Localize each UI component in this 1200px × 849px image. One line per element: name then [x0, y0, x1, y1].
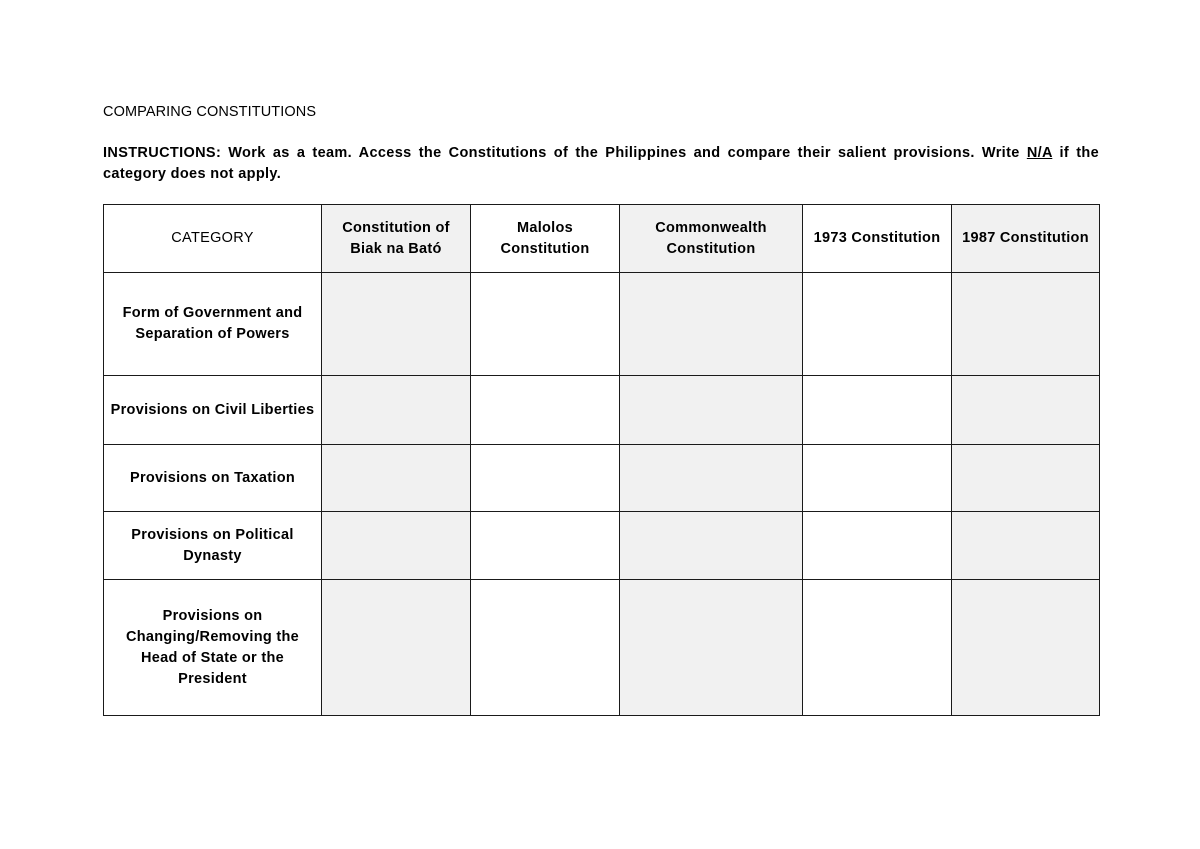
instructions-suffix: if the category does not apply.	[103, 145, 1099, 182]
table-row	[104, 580, 1100, 716]
table-cell[interactable]	[322, 512, 471, 580]
row-category: Provisions on Civil Liberties	[104, 376, 322, 445]
table-cell[interactable]	[322, 273, 471, 376]
table-cell[interactable]	[952, 580, 1100, 716]
table-cell[interactable]	[952, 376, 1100, 445]
column-header-malolos: Malolos Constitution	[471, 205, 620, 273]
table-cell[interactable]	[322, 445, 471, 512]
table-cell[interactable]	[620, 445, 803, 512]
table-cell[interactable]	[803, 512, 952, 580]
na-underlined: N/A	[1026, 145, 1053, 161]
column-header-biak-na-bato: Constitution of Biak na Bató	[322, 205, 471, 273]
table-cell[interactable]	[803, 580, 952, 716]
table-row	[104, 445, 1100, 512]
table-cell[interactable]	[471, 512, 620, 580]
row-category: Form of Government and Separation of Powers	[104, 273, 322, 376]
table-cell[interactable]	[322, 376, 471, 445]
table-cell[interactable]	[620, 273, 803, 376]
table-cell[interactable]	[620, 580, 803, 716]
instructions-text	[103, 143, 1099, 185]
table-row	[104, 273, 1100, 376]
column-header-commonwealth: Commonwealth Constitution	[620, 205, 803, 273]
column-header-category: CATEGORY	[104, 205, 322, 273]
comparison-table	[103, 204, 1100, 716]
table-cell[interactable]	[952, 445, 1100, 512]
table-cell[interactable]	[471, 376, 620, 445]
table-cell[interactable]	[803, 273, 952, 376]
row-category: Provisions on Political Dynasty	[104, 512, 322, 580]
instructions-prefix: INSTRUCTIONS: Work as a team. Access the Constitutions of the Philippines and compare their salient provisions. Write	[103, 145, 1027, 161]
table-cell[interactable]	[952, 512, 1100, 580]
table-cell[interactable]	[803, 376, 952, 445]
row-category: Provisions on Taxation	[104, 445, 322, 512]
table-row	[104, 512, 1100, 580]
table-row	[104, 376, 1100, 445]
column-header-1973: 1973 Constitution	[803, 205, 952, 273]
table-cell[interactable]	[952, 273, 1100, 376]
column-header-1987: 1987 Constitution	[952, 205, 1100, 273]
table-cell[interactable]	[322, 580, 471, 716]
table-cell[interactable]	[620, 376, 803, 445]
table-cell[interactable]	[471, 445, 620, 512]
document-title: COMPARING CONSTITUTIONS	[103, 104, 317, 120]
table-cell[interactable]	[620, 512, 803, 580]
row-category: Provisions on Changing/Removing the Head of State or the President	[104, 580, 322, 716]
table-cell[interactable]	[471, 580, 620, 716]
table-cell[interactable]	[803, 445, 952, 512]
header-row	[104, 205, 1100, 273]
table-cell[interactable]	[471, 273, 620, 376]
